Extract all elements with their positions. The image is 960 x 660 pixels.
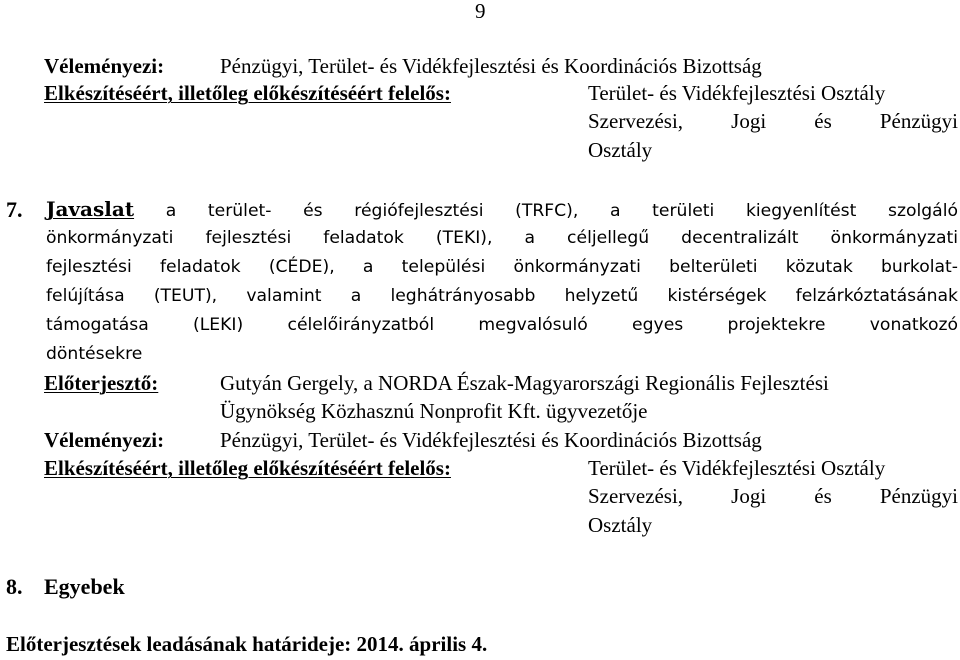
item7-line-2: önkormányzati fejlesztési feladatok (TEKI), a céljellegű decentralizált önkormányzati <box>46 228 958 248</box>
opinion-label: Véleményezi: <box>44 54 165 78</box>
word: és <box>814 109 832 133</box>
presenter-label: Előterjesztő: <box>44 371 159 395</box>
item8-title: Egyebek <box>44 574 125 599</box>
item7-line-4: felújítása (TEUT), valamint a leghátrányosabb helyzetű kistérségek felzárkóztatásának <box>46 286 958 306</box>
word: Szervezési, <box>588 109 684 133</box>
item7-line-5: támogatása (LEKI) célelőirányzatból megvalósuló egyes projektekre vonatkozó <box>46 315 958 335</box>
item7-line-text: a terület- és régiófejlesztési (TRFC), a területi kiegyenlítést szolgáló <box>165 201 958 221</box>
word: Jogi <box>731 109 767 133</box>
item7-line-1 <box>46 195 958 224</box>
item7-line-6: döntésekre <box>46 344 143 364</box>
prepared-value-3-2: Osztály <box>588 513 653 537</box>
item7-lead: Javaslat <box>46 197 135 221</box>
item7-line-3: fejlesztési feladatok (CÉDE), a települési önkormányzati belterületi közutak burkolat- <box>46 257 958 277</box>
prepared-label-2: Elkészítéséért, illetőleg előkészítéséért felelős: <box>44 456 451 480</box>
presenter-value-1: Gutyán Gergely, a NORDA Észak-Magyarországi Regionális Fejlesztési <box>220 371 829 395</box>
page-number: 9 <box>475 0 486 23</box>
item7-body <box>46 195 958 369</box>
word: Szervezési, <box>588 484 684 508</box>
prepared-label: Elkészítéséért, illetőleg előkészítéséért felelős: <box>44 81 451 105</box>
prepared-value-2-2 <box>588 486 958 507</box>
prepared-value-1-2: Terület- és Vidékfejlesztési Osztály <box>588 456 886 480</box>
prepared-value-2 <box>588 111 958 132</box>
opinion-value: Pénzügyi, Terület- és Vidékfejlesztési és Koordinációs Bizottság <box>220 54 762 78</box>
prepared-value-1: Terület- és Vidékfejlesztési Osztály <box>588 81 886 105</box>
word: és <box>814 484 832 508</box>
opinion-label-2: Véleményezi: <box>44 428 165 452</box>
word: Jogi <box>731 484 767 508</box>
word: Pénzügyi <box>879 109 958 133</box>
prepared-value-3: Osztály <box>588 138 653 162</box>
deadline: Előterjesztések leadásának határideje: 2014. április 4. <box>6 632 488 656</box>
item7-number: 7. <box>6 197 23 222</box>
presenter-value-2: Ügynökség Közhasznú Nonprofit Kft. ügyvezetője <box>220 399 648 423</box>
opinion-value-2: Pénzügyi, Terület- és Vidékfejlesztési és Koordinációs Bizottság <box>220 428 762 452</box>
item8-number: 8. <box>6 574 23 599</box>
word: Pénzügyi <box>879 484 958 508</box>
